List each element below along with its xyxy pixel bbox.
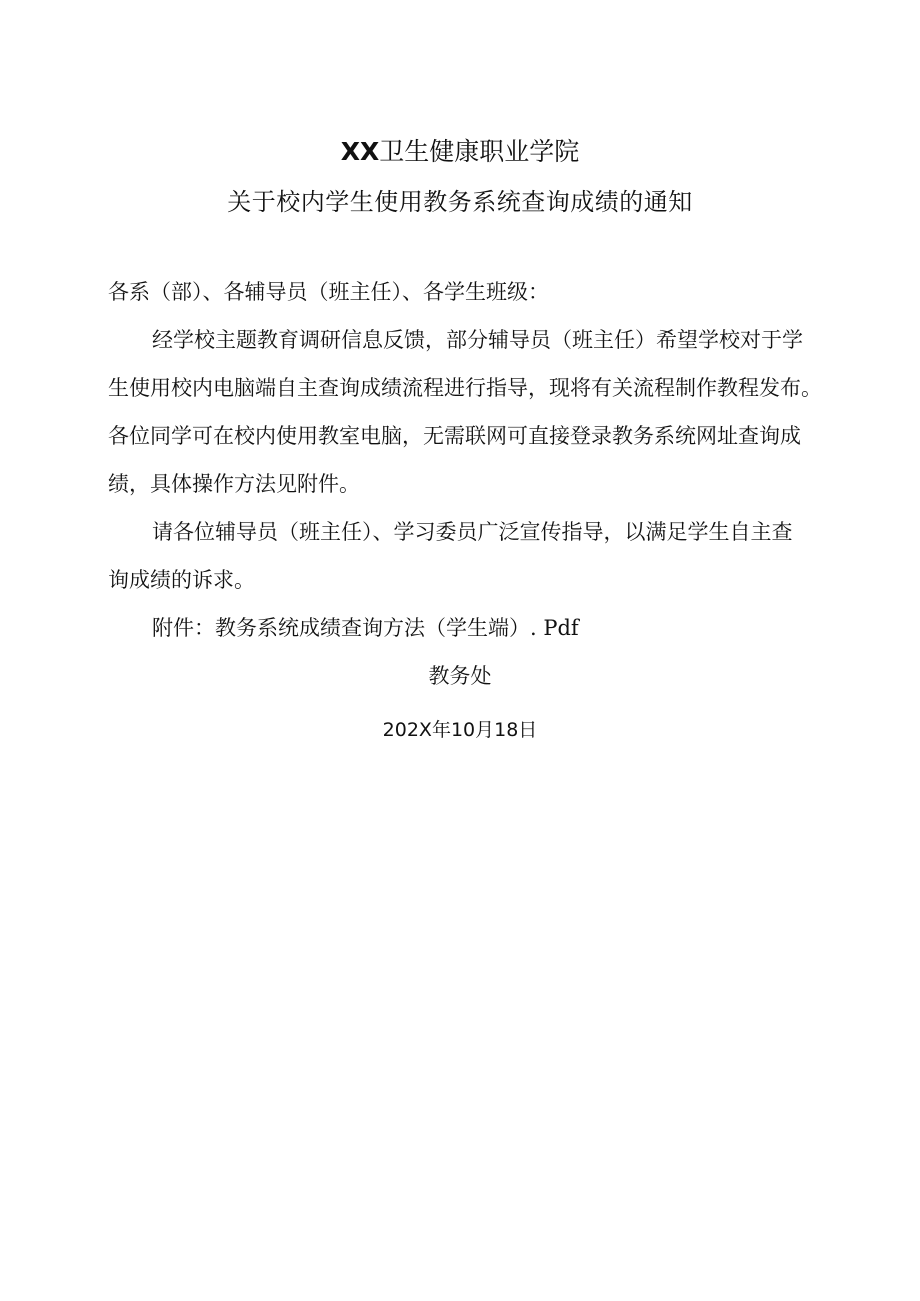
body-paragraph-2 — [108, 517, 820, 613]
salutation: 各系（部）、各辅导员（班主任）、各学生班级： — [108, 280, 549, 304]
school-title — [0, 136, 920, 168]
paragraph-line: 经学校主题教育调研信息反馈，部分辅导员（班主任）希望学校对于学 — [152, 328, 803, 352]
school-name: 卫生健康职业学院 — [379, 137, 580, 166]
paragraph-line: 各位同学可在校内使用教室电脑，无需联网可直接登录教务系统网址查询成 — [108, 424, 801, 448]
paragraph-line: 绩，具体操作方法见附件。 — [108, 472, 360, 496]
notice-date: 202X年10月18日 — [382, 719, 538, 741]
paragraph-line: 请各位辅导员（班主任）、学习委员广泛宣传指导，以满足学生自主查 — [152, 520, 793, 544]
signature-office: 教务处 — [428, 664, 492, 688]
attachment-line: 附件：教务系统成绩查询方法（学生端）. Pdf — [152, 616, 579, 640]
paragraph-line: 生使用校内电脑端自主查询成绩流程进行指导，现将有关流程制作教程发布。 — [108, 376, 822, 400]
school-prefix: XX — [340, 137, 380, 166]
notice-title: 关于校内学生使用教务系统查询成绩的通知 — [227, 188, 693, 216]
paragraph-line: 询成绩的诉求。 — [108, 568, 255, 592]
body-paragraph-1 — [108, 325, 820, 517]
